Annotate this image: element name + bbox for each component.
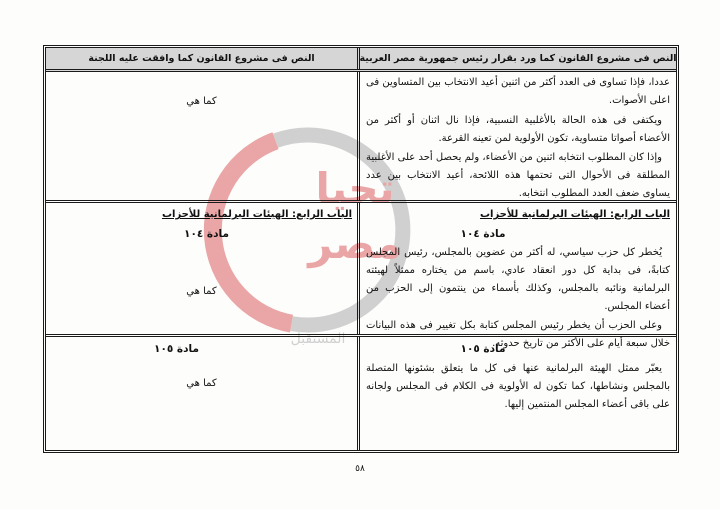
watermark-text-line-1: تحيا	[315, 164, 395, 213]
committee-text-cell	[46, 72, 360, 200]
government-text-cell	[360, 72, 676, 200]
paragraph: عددا، فإذا تساوى فى العدد أكثر من اثنين أعيد الانتخاب بين المتساوين فى اعلى الأصوات.	[366, 77, 670, 106]
article-title: مادة ١٠٤	[460, 228, 506, 240]
government-text-cell	[360, 337, 676, 450]
section-heading: الباب الرابع: الهيئات البرلمانية للأحزاب	[479, 209, 670, 220]
watermark-tagline: المستقبل	[290, 331, 346, 347]
comparison-table	[43, 45, 679, 453]
paragraph: يُخطر كل حزب سياسي، له أكثر من عضوين بالمجلس، رئيس المجلس كتابةً، فى بداية كل دور انعقاد عادي، باسم من يختاره ممثلاً لهيئته البرلمانية ونائبه بالمجلس، وكذلك بأسماء من ينتمون إلى الحزب من أعضاء المجلس.	[366, 247, 670, 312]
committee-text-cell	[46, 337, 360, 450]
paragraph: يعبّر ممثل الهيئة البرلمانية عنها فى كل ما يتعلق بشئونها المتصلة بالمجلس ونشاطها، كما تكون له الأولوية فى الكلام فى المجلس ولجانه على باقى أعضاء المجلس المنتمين إليها.	[366, 363, 670, 410]
unchanged-note: كما هي	[186, 286, 217, 297]
paragraph: وعلى الحزب أن يخطر رئيس المجلس كتابة بكل تغيير فى هذه البيانات خلال سبعة أيام على الأكثر من تاريخ حدوثه.	[366, 320, 670, 349]
unchanged-note: كما هي	[186, 378, 217, 389]
article-title: مادة ١٠٤	[184, 228, 229, 240]
header-government-text: النص فى مشروع القانون كما ورد بقرار رئيس جمهورية مصر العربية	[359, 53, 677, 64]
article-title: مادة ١٠٥	[154, 343, 199, 355]
unchanged-note: كما هي	[186, 96, 217, 107]
paragraph: ويكتفى فى هذه الحالة بالأغلبية النسبية، فإذا نال اثنان أو أكثر من الأعضاء أصواتا متساوية، تكون الأولوية لمن تعينه القرعة.	[366, 115, 670, 144]
page-number: ٥٨	[355, 464, 365, 474]
table-row	[46, 72, 676, 203]
paragraph: وإذا كان المطلوب انتخابه اثنين من الأعضاء، ولم يحصل أحد على الأغلبية المطلقة فى الأحوال التى تحتمها هذه اللائحة، أعيد الانتخاب بين عدد يساوى ضعف العدد المطلوب انتخابه.	[366, 152, 670, 199]
header-committee-text: النص فى مشروع القانون كما وافقت عليه اللجنة	[46, 48, 360, 69]
section-heading: الباب الرابع: الهيئات البرلمانية للأحزاب	[161, 209, 352, 220]
table-header-row	[46, 48, 676, 72]
article-title: مادة ١٠٥	[460, 343, 506, 355]
committee-text-cell	[46, 203, 360, 334]
watermark-text-line-2: مصر	[308, 219, 402, 268]
table-row	[46, 337, 676, 450]
